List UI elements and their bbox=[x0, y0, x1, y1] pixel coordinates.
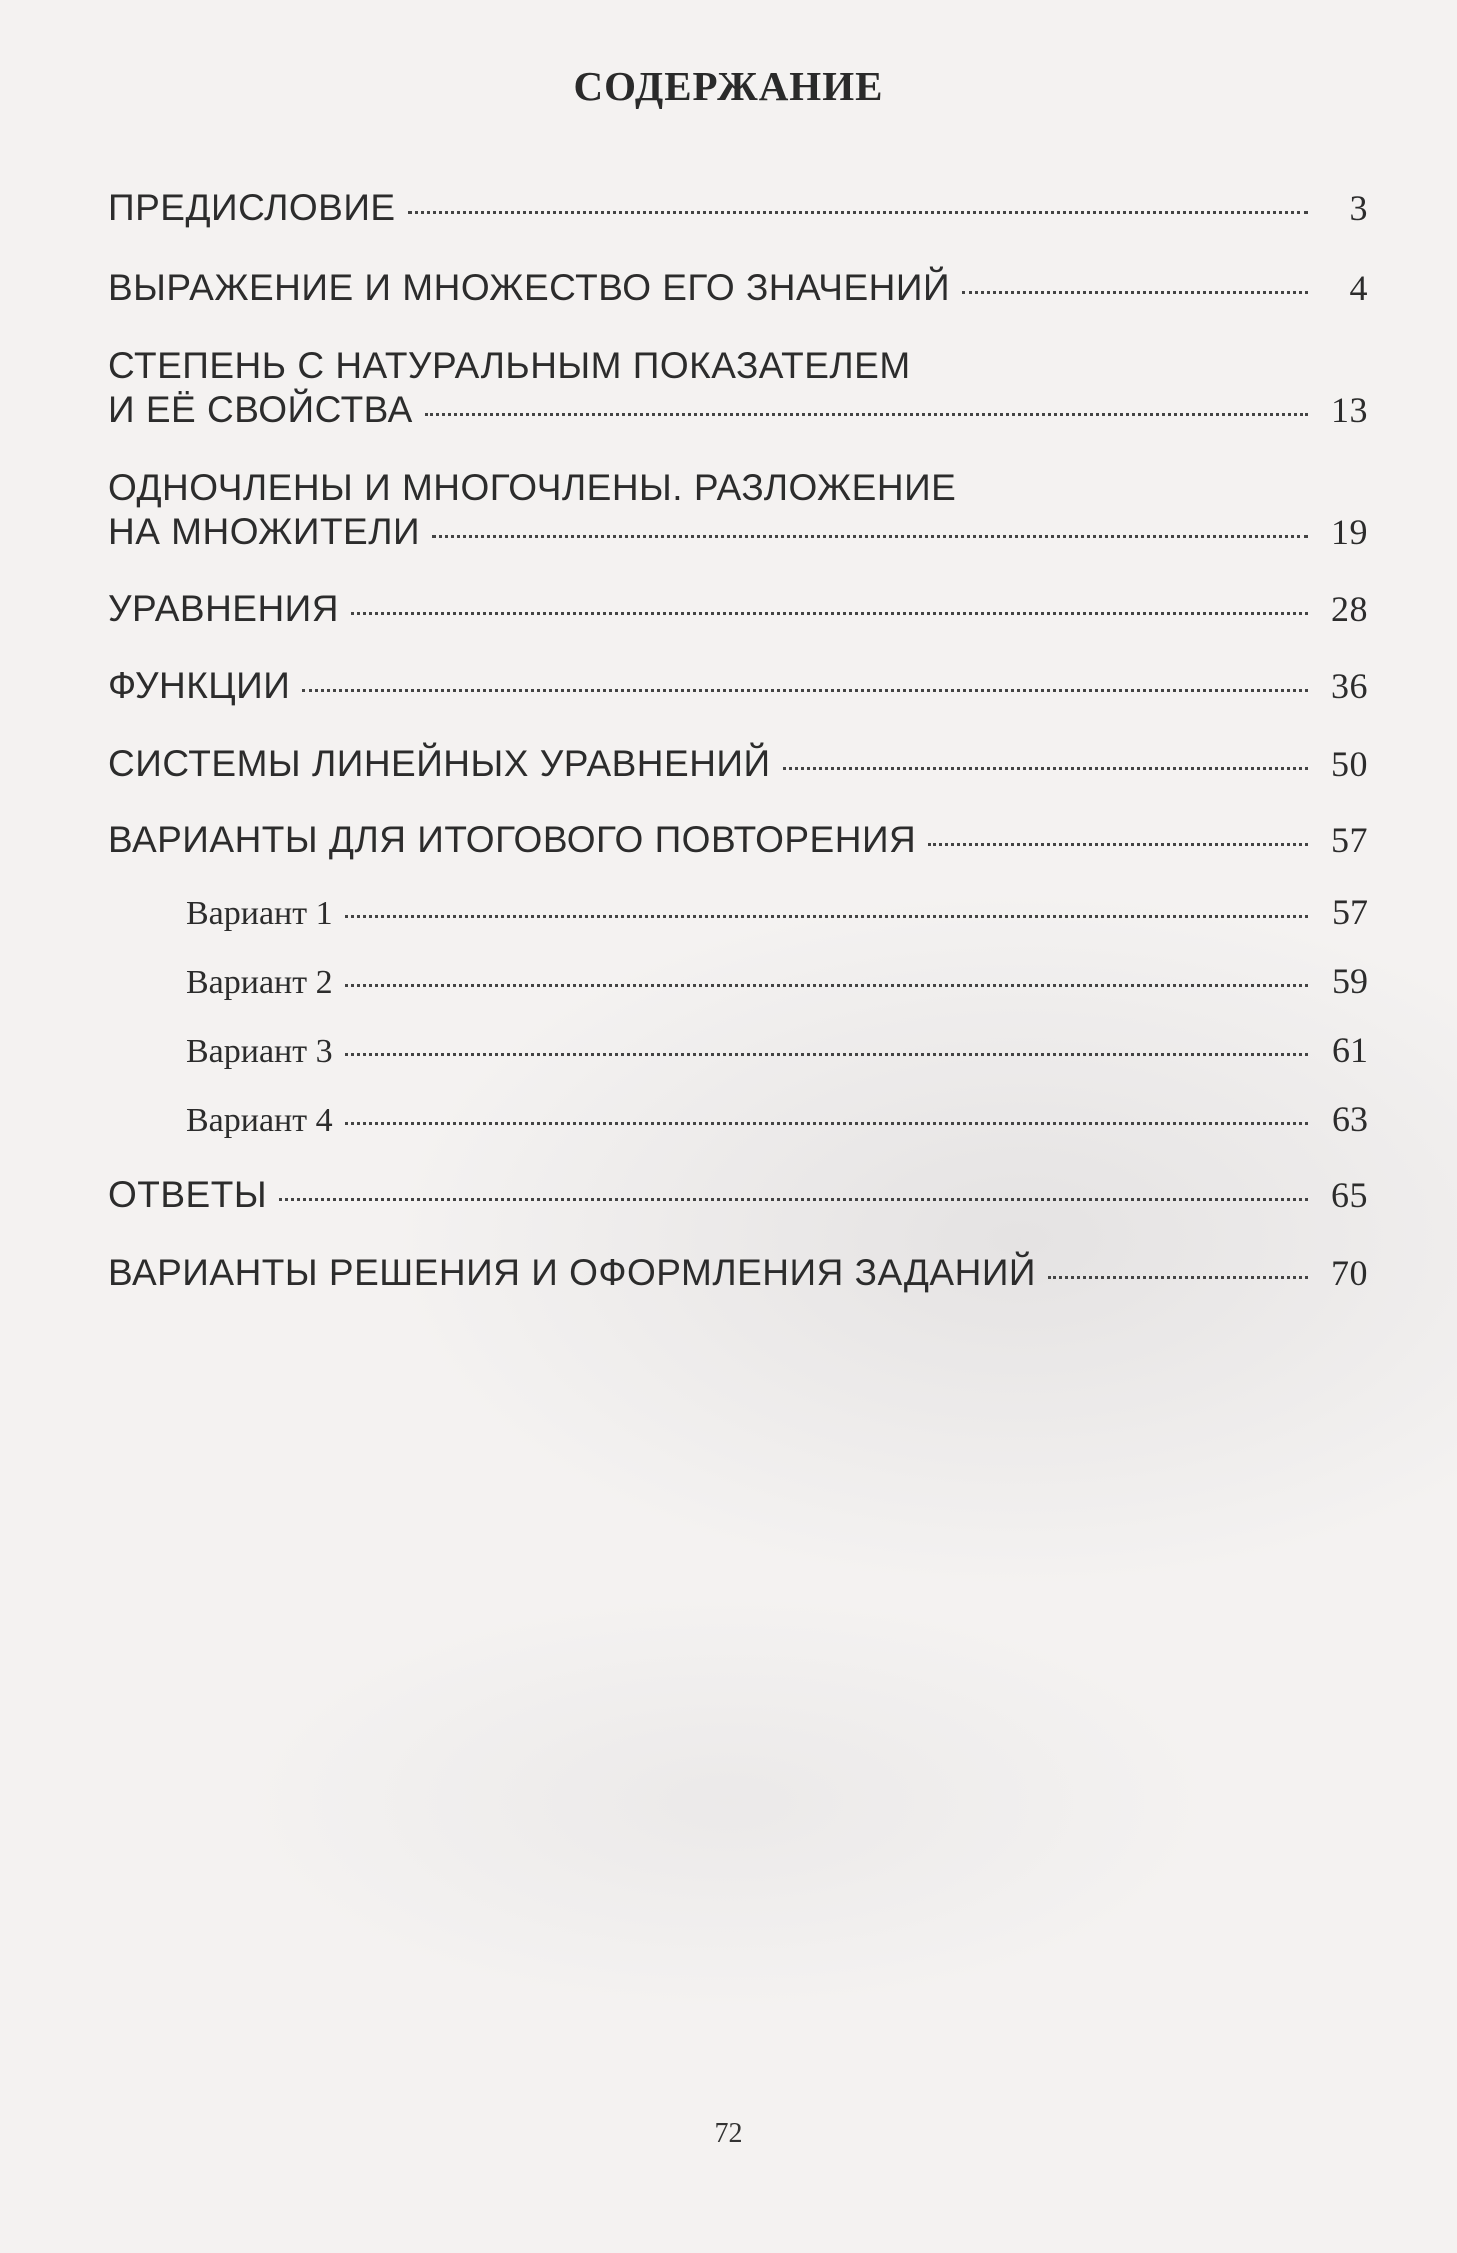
toc-entry-page: 59 bbox=[1332, 961, 1368, 1001]
toc-entry-page: 57 bbox=[1332, 892, 1368, 932]
toc-entry-title: СИСТЕМЫ ЛИНЕЙНЫХ УРАВНЕНИЙ bbox=[108, 743, 771, 784]
toc-entry-variant-2[interactable] bbox=[186, 959, 1368, 1005]
toc-entry-title: ВЫРАЖЕНИЕ И МНОЖЕСТВО ЕГО ЗНАЧЕНИЙ bbox=[108, 267, 951, 308]
toc-entry-page: 4 bbox=[1349, 268, 1368, 308]
dot-leader bbox=[425, 413, 1308, 416]
toc-entry-final-review[interactable] bbox=[108, 818, 1368, 862]
toc-entry-answers[interactable] bbox=[108, 1173, 1368, 1217]
toc-entry-linear-systems[interactable] bbox=[108, 742, 1368, 786]
toc-entry-title: Вариант 1 bbox=[186, 895, 333, 932]
toc-entry-variant-3[interactable] bbox=[186, 1028, 1368, 1074]
toc-entry-variant-1[interactable] bbox=[186, 890, 1368, 936]
dot-leader bbox=[345, 984, 1308, 987]
dot-leader bbox=[351, 612, 1308, 615]
toc-entry-title: Вариант 2 bbox=[186, 964, 333, 1001]
toc-entry-title-line1: СТЕПЕНЬ С НАТУРАЛЬНЫМ ПОКАЗАТЕЛЕМ bbox=[108, 345, 911, 386]
dot-leader bbox=[408, 211, 1308, 214]
dot-leader bbox=[1048, 1276, 1308, 1279]
page-title: СОДЕРЖАНИЕ bbox=[573, 63, 884, 109]
toc-entry-page: 65 bbox=[1331, 1175, 1368, 1215]
toc-entry-page: 61 bbox=[1332, 1030, 1368, 1070]
toc-entry-page: 57 bbox=[1331, 820, 1368, 860]
toc-entry-title: ФУНКЦИИ bbox=[108, 665, 291, 706]
toc-entry-page: 36 bbox=[1331, 666, 1368, 706]
toc-entry-title: ПРЕДИСЛОВИЕ bbox=[108, 187, 396, 228]
toc-entry-title: УРАВНЕНИЯ bbox=[108, 588, 339, 629]
toc-entry-power[interactable] bbox=[108, 344, 1368, 432]
toc-entry-expression[interactable] bbox=[108, 266, 1368, 310]
dot-leader bbox=[928, 843, 1308, 846]
toc-entry-preface[interactable] bbox=[108, 186, 1368, 230]
toc-entry-title-line1: ОДНОЧЛЕНЫ И МНОГОЧЛЕНЫ. РАЗЛОЖЕНИЕ bbox=[108, 467, 957, 508]
toc-entry-title: ВАРИАНТЫ ДЛЯ ИТОГОВОГО ПОВТОРЕНИЯ bbox=[108, 819, 917, 860]
dot-leader bbox=[783, 767, 1308, 770]
toc-entry-title: И ЕЁ СВОЙСТВА bbox=[108, 389, 413, 430]
dot-leader bbox=[302, 689, 1308, 692]
dot-leader bbox=[345, 1053, 1308, 1056]
toc-entry-page: 19 bbox=[1331, 512, 1368, 552]
table-of-contents bbox=[108, 0, 1368, 1350]
toc-entry-page: 63 bbox=[1332, 1099, 1368, 1139]
toc-entry-title: ОТВЕТЫ bbox=[108, 1174, 268, 1215]
dot-leader bbox=[432, 535, 1308, 538]
toc-entry-polynomials[interactable] bbox=[108, 466, 1368, 554]
toc-entry-functions[interactable] bbox=[108, 664, 1368, 708]
dot-leader bbox=[345, 1122, 1308, 1125]
dot-leader bbox=[962, 291, 1308, 294]
dot-leader bbox=[345, 915, 1308, 918]
toc-entry-solutions[interactable] bbox=[108, 1251, 1368, 1295]
page-number: 72 bbox=[714, 2118, 743, 2149]
dot-leader bbox=[279, 1198, 1308, 1201]
toc-entry-page: 28 bbox=[1331, 589, 1368, 629]
toc-entry-page: 70 bbox=[1331, 1253, 1368, 1293]
toc-entry-title: ВАРИАНТЫ РЕШЕНИЯ И ОФОРМЛЕНИЯ ЗАДАНИЙ bbox=[108, 1252, 1037, 1293]
toc-entry-page: 3 bbox=[1349, 188, 1368, 228]
toc-entry-title: НА МНОЖИТЕЛИ bbox=[108, 511, 421, 552]
toc-entry-equations[interactable] bbox=[108, 587, 1368, 631]
toc-entry-title: Вариант 3 bbox=[186, 1033, 333, 1070]
toc-entry-page: 50 bbox=[1331, 744, 1368, 784]
toc-entry-page: 13 bbox=[1331, 390, 1368, 430]
toc-entry-title: Вариант 4 bbox=[186, 1102, 333, 1139]
toc-entry-variant-4[interactable] bbox=[186, 1097, 1368, 1143]
